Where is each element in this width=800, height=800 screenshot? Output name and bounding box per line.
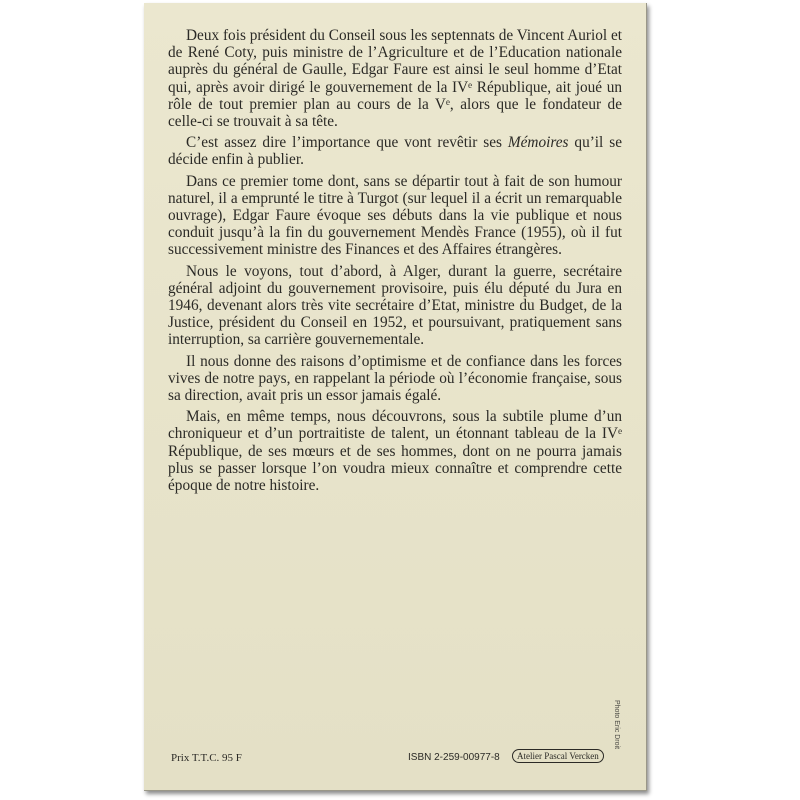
paragraph-text: C’est assez dire l’importance que vont revêtir ses: [186, 134, 508, 152]
photo-credit: Photo Eric Droit: [613, 700, 620, 750]
blurb-paragraph-3: [168, 173, 622, 259]
blurb-paragraph-5: [168, 353, 622, 405]
paragraph-text: Il nous donne des raisons d’optimisme et de confiance dans les forces vives de notre pays, en rappelant la période où l’économie française, sous sa direction, avait pris un essor jamais égalé.: [168, 352, 622, 405]
blurb-paragraph-2: [168, 134, 622, 168]
paragraph-text: Deux fois président du Conseil sous les septennats de Vincent Auriol et de René Coty, puis ministre de l’Agriculture et de l’Education nationale auprès du général de Gaulle, Edgar Faure est ainsi le seul homme d’Etat qui, après avoir dirigé le gouvernement de la IVᵉ République, ait joué un rôle de tout premier plan au cours de la Vᵉ, alors que le fondateur de celle-ci se trouvait à sa tête.: [168, 27, 622, 131]
paragraph-text: Mais, en même temps, nous découvrons, sous la subtile plume d’un chroniqueur et d’un portraitiste de talent, un étonnant tableau de la IVᵉ République, de ses mœurs et de ses hommes, dont on ne pourra jamais plus se passer lorsque l’on voudra mieux connaître et comprendre cette époque de notre histoire.: [168, 408, 622, 495]
price-label: Prix T.T.C. 95 F: [171, 752, 242, 764]
isbn-label: ISBN 2-259-00977-8: [408, 752, 500, 763]
blurb-text: [168, 27, 622, 498]
paragraph-text-end: qu’il se décide enfin à publier.: [168, 134, 622, 169]
designer-badge: Atelier Pascal Vercken: [512, 749, 604, 763]
paragraph-text: Nous le voyons, tout d’abord, à Alger, durant la guerre, secrétaire général adjoint du gouvernement provisoire, puis élu député du Jura en 1946, devenant alors très vite secrétaire d’Etat, ministre du Budget, de la Justice, président du Conseil en 1952, et poursuivant, pratiquement sans interruption, sa carrière gouvernementale.: [168, 262, 622, 349]
book-title-italic: Mémoires: [507, 134, 569, 152]
blurb-paragraph-6: [168, 408, 622, 494]
blurb-paragraph-4: [168, 263, 622, 349]
paragraph-text: Dans ce premier tome dont, sans se départir tout à fait de son humour naturel, il a emprunté le titre à Turgot (sur lequel il a écrit un remarquable ouvrage), Edgar Faure évoque ses débuts dans la vie publique et nous conduit jusqu’à la fin du gouvernement Mendès France (1955), où il fut successivement ministre des Finances et des Affaires étrangères.: [168, 172, 622, 259]
blurb-paragraph-1: [168, 27, 622, 130]
